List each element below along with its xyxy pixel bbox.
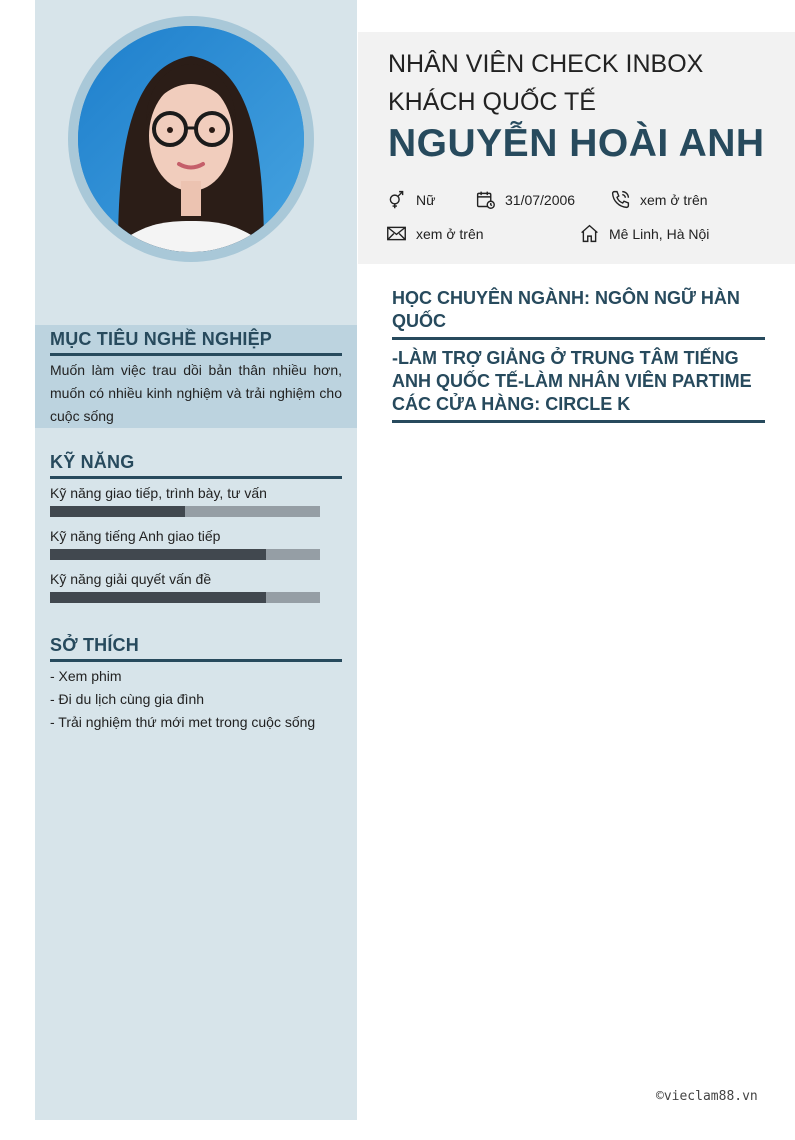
header: [358, 32, 795, 264]
skill-label: Kỹ năng tiếng Anh giao tiếp: [50, 528, 221, 544]
address-text: Mê Linh, Hà Nội: [609, 225, 710, 242]
home-icon: [579, 223, 600, 244]
skills-title: KỸ NĂNG: [50, 452, 342, 479]
hobby-item: - Trải nghiệm thứ mới met trong cuộc sống: [50, 714, 316, 730]
experience-title: -LÀM TRỢ GIẢNG Ở TRUNG TÂM TIẾNG ANH QUỐC TẾ-LÀM NHÂN VIÊN PARTIME CÁC CỬA HÀNG: CIRCLE K: [392, 347, 765, 423]
gender-info: [386, 189, 435, 210]
skill-bar: [50, 549, 320, 560]
sidebar: [35, 0, 357, 1120]
skill-label: Kỹ năng giao tiếp, trình bày, tư vấn: [50, 485, 267, 501]
phone-text: xem ở trên: [640, 191, 708, 208]
portrait-photo: [78, 26, 304, 252]
skill-label: Kỹ năng giải quyết vấn đề: [50, 571, 212, 587]
skill-bar: [50, 506, 320, 517]
objective-section: [35, 325, 357, 428]
calendar-icon: [475, 189, 496, 210]
avatar-ring: [68, 16, 314, 262]
gender-icon: [386, 189, 407, 210]
email-text: xem ở trên: [416, 225, 484, 242]
job-title: NHÂN VIÊN CHECK INBOX KHÁCH QUỐC TẾ: [388, 50, 704, 116]
watermark: ©vieclam88.vn: [656, 1089, 758, 1104]
birthday-info: [475, 189, 575, 210]
education-title: HỌC CHUYÊN NGÀNH: NGÔN NGỮ HÀN QUỐC: [392, 287, 765, 340]
email-info: [386, 223, 484, 244]
skill-bar-fill: [50, 506, 185, 517]
address-info: [579, 223, 709, 244]
gender-text: Nữ: [416, 191, 436, 208]
skill-bar-fill: [50, 592, 266, 603]
hobby-item: - Đi du lịch cùng gia đình: [50, 691, 205, 707]
phone-info: [610, 189, 708, 210]
skill-bar: [50, 592, 320, 603]
birthday-text: 31/07/2006: [505, 191, 576, 208]
phone-icon: [610, 189, 631, 210]
hobby-item: - Xem phim: [50, 668, 122, 684]
skill-bar-fill: [50, 549, 266, 560]
avatar: [78, 26, 304, 252]
objective-title: MỤC TIÊU NGHỀ NGHIỆP: [50, 329, 342, 356]
candidate-name: NGUYỄN HOÀI ANH: [388, 122, 765, 165]
envelope-icon: [386, 223, 407, 244]
objective-text: Muốn làm việc trau dồi bản thân nhiều hơn, muốn có nhiều kinh nghiệm và trải nghiệm cho cuộc sống: [50, 362, 342, 424]
hobbies-title: SỞ THÍCH: [50, 635, 342, 662]
